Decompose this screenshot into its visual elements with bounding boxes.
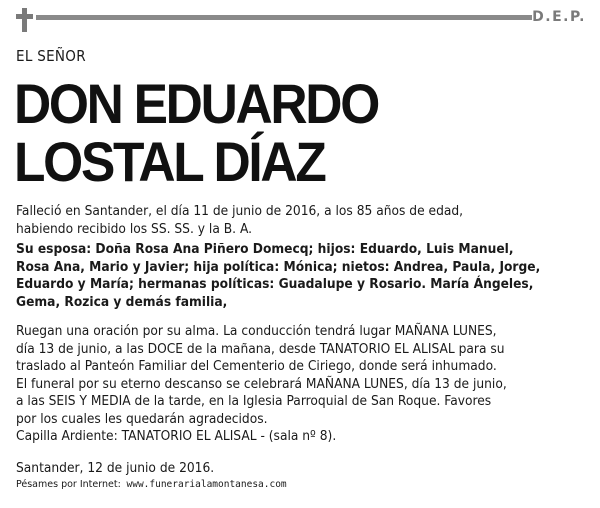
family-list: [16, 241, 588, 311]
text-line: a las SEIS Y MEDIA de la tarde, en la Iglesia Parroquial de San Roque. Favores: [16, 394, 492, 409]
text-line: día 13 de junio, a las DOCE de la mañana, desde TANATORIO EL ALISAL para su: [16, 341, 505, 357]
text-line: Ruegan una oración por su alma. La conducción tendrá lugar MAÑANA LUNES,: [16, 324, 497, 339]
text-line: Rosa Ana, Mario y Javier; hija política: Mónica; nietos: Andrea, Paula, Jorge,: [16, 259, 541, 275]
footer-condolences: [16, 479, 287, 490]
footer-label: Pésames por Internet:: [16, 479, 121, 490]
place-date: [16, 460, 588, 478]
funeral-details: [16, 323, 588, 446]
text-line: traslado al Panteón Familiar del Cementerio de Ciriego, donde será inhumado.: [16, 359, 497, 374]
text-line: Su esposa: Doña Rosa Ana Piñero Domecq; hijos: Eduardo, Luis Manuel,: [16, 242, 514, 257]
header-rule: [36, 15, 532, 20]
deceased-name-line-1: DON EDUARDO: [14, 72, 378, 135]
dep-label: D.E.P.: [532, 9, 586, 25]
text-line: Falleció en Santander, el día 11 de junio de 2016, a los 85 años de edad,: [16, 204, 464, 219]
text-line: Gema, Rozica y demás familia,: [16, 294, 228, 310]
text-line: El funeral por su eterno descanso se celebrará MAÑANA LUNES, día 13 de junio,: [16, 376, 507, 392]
text-line: Eduardo y María; hermanas políticas: Guadalupe y Rosario. María Ángeles,: [16, 277, 534, 292]
death-notice-paragraph: [16, 203, 588, 238]
honorific: EL SEÑOR: [16, 47, 86, 65]
footer-url-link[interactable]: www.funerarialamontanesa.com: [126, 479, 287, 490]
text-line: habiendo recibido los SS. SS. y la B. A.: [16, 221, 253, 237]
text-line: Capilla Ardiente: TANATORIO EL ALISAL - (sala nº 8).: [16, 429, 337, 444]
deceased-name-line-2: LOSTAL DÍAZ: [14, 130, 325, 193]
place-date-text: Santander, 12 de junio de 2016.: [16, 461, 215, 476]
text-line: por los cuales les quedarán agradecidos.: [16, 411, 268, 427]
cross-icon: [16, 8, 32, 32]
